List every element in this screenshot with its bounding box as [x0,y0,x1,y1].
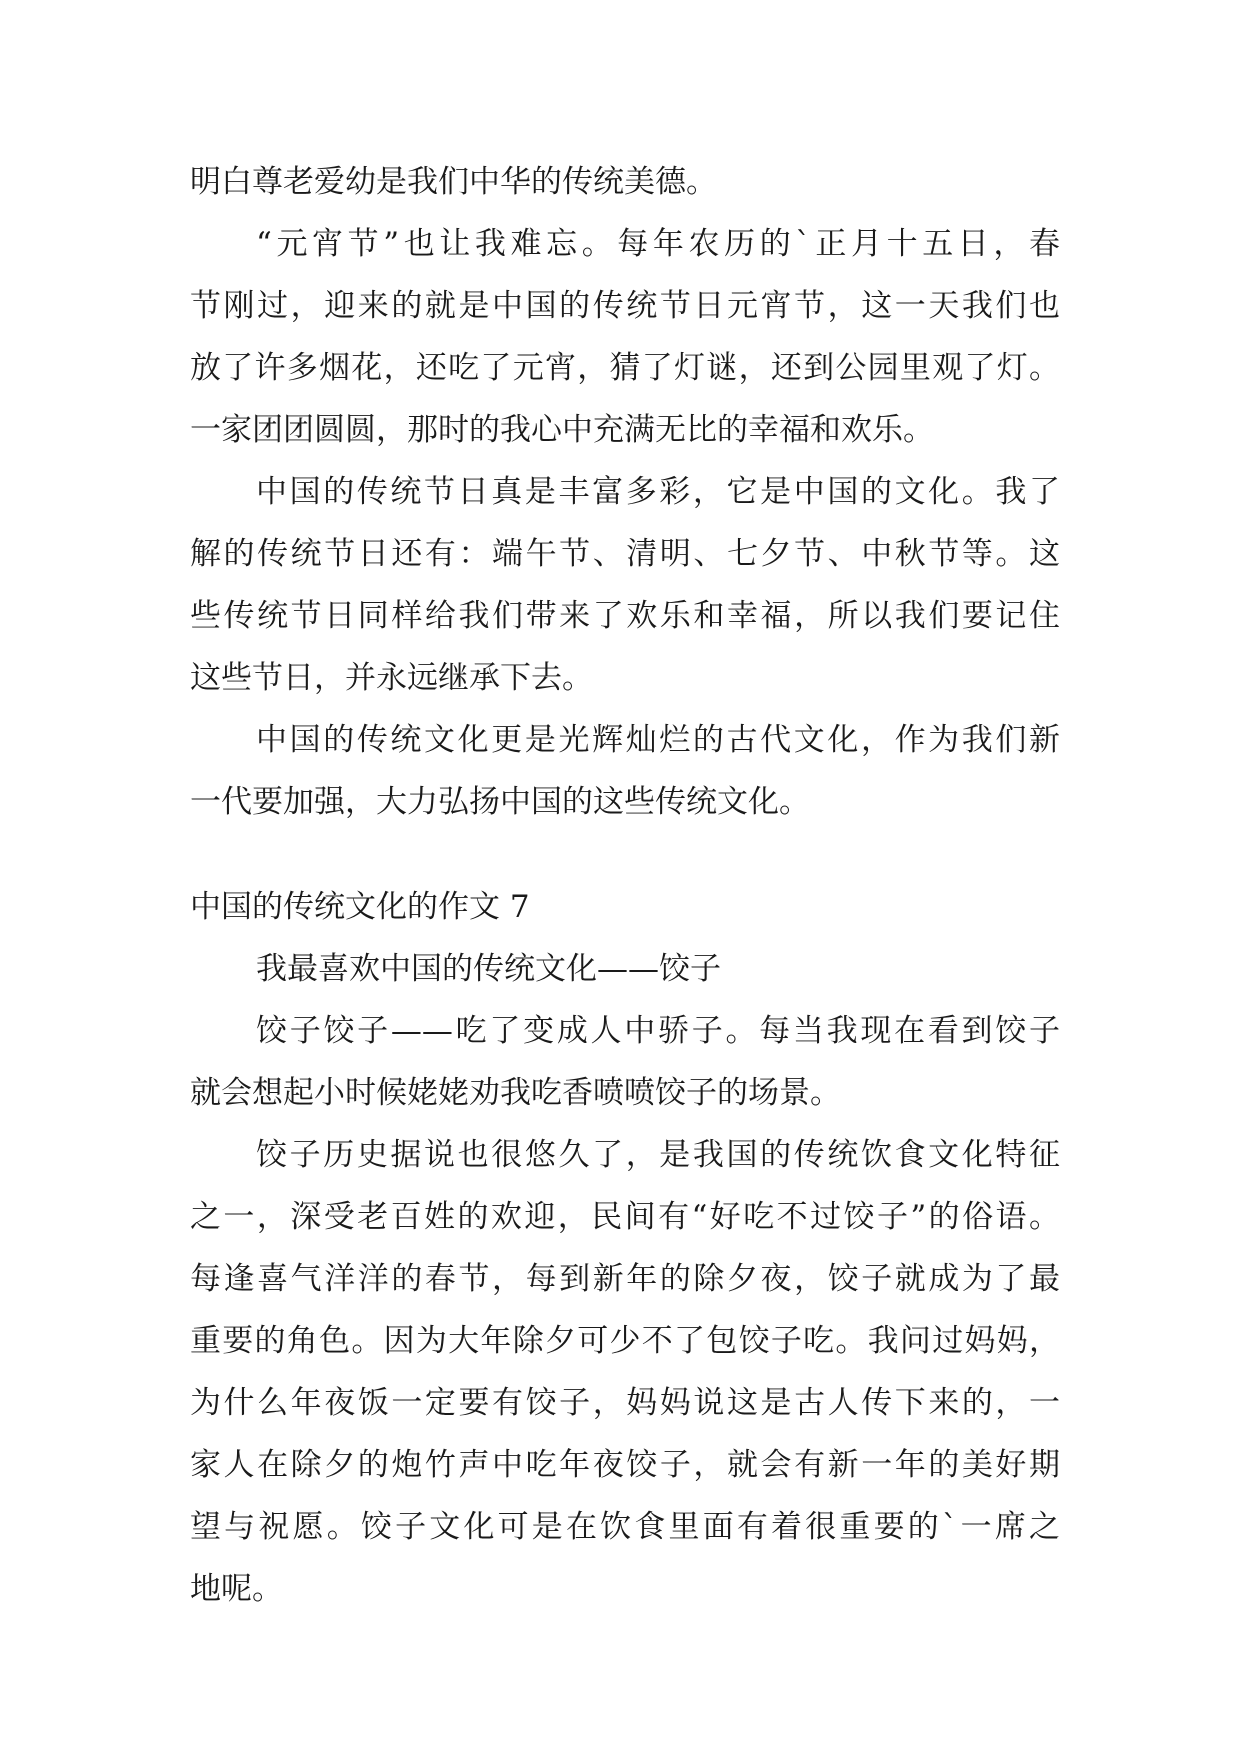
paragraph-line: 重要的角色。因为大年除夕可少不了包饺子吃。我问过妈妈， [190,1323,1060,1359]
paragraph-line: 家人在除夕的炮竹声中吃年夜饺子，就会有新一年的美好期 [190,1447,1060,1483]
paragraph-line: 解的传统节日还有：端午节、清明、七夕节、中秋节等。这 [190,536,1060,572]
paragraph-line: 为什么年夜饭一定要有饺子，妈妈说这是古人传下来的，一 [190,1385,1060,1421]
paragraph-line: 中国的传统文化更是光辉灿烂的古代文化，作为我们新 [256,722,1060,758]
paragraph-line: 一代要加强，大力弘扬中国的这些传统文化。 [190,784,810,820]
essay-subtitle: 我最喜欢中国的传统文化——饺子 [256,951,721,987]
paragraph-line: 之一，深受老百姓的欢迎，民间有“好吃不过饺子”的俗语。 [190,1199,1060,1235]
paragraph-line: 明白尊老爱幼是我们中华的传统美德。 [190,164,717,200]
paragraph-line: 这些节日，并永远继承下去。 [190,660,593,696]
essay-heading: 中国的传统文化的作文 7 [190,889,530,925]
paragraph-line: 些传统节日同样给我们带来了欢乐和幸福，所以我们要记住 [190,598,1060,634]
paragraph-line: 地呢。 [190,1571,283,1607]
paragraph-line: 放了许多烟花，还吃了元宵，猜了灯谜，还到公园里观了灯。 [190,350,1060,386]
paragraph-line: 中国的传统节日真是丰富多彩，它是中国的文化。我了 [256,474,1060,510]
paragraph-line: 节刚过，迎来的就是中国的传统节日元宵节，这一天我们也 [190,288,1060,324]
paragraph-line: 一家团团圆圆，那时的我心中充满无比的幸福和欢乐。 [190,412,934,448]
paragraph-line: 望与祝愿。饺子文化可是在饮食里面有着很重要的`一席之 [190,1509,1060,1545]
paragraph-line: 饺子历史据说也很悠久了，是我国的传统饮食文化特征 [256,1137,1060,1173]
paragraph-line: 饺子饺子——吃了变成人中骄子。每当我现在看到饺子 [256,1013,1060,1049]
paragraph-line: 就会想起小时候姥姥劝我吃香喷喷饺子的场景。 [190,1075,841,1111]
paragraph-line: 每逢喜气洋洋的春节，每到新年的除夕夜，饺子就成为了最 [190,1261,1060,1297]
paragraph-line: “元宵节”也让我难忘。每年农历的`正月十五日，春 [256,226,1060,262]
